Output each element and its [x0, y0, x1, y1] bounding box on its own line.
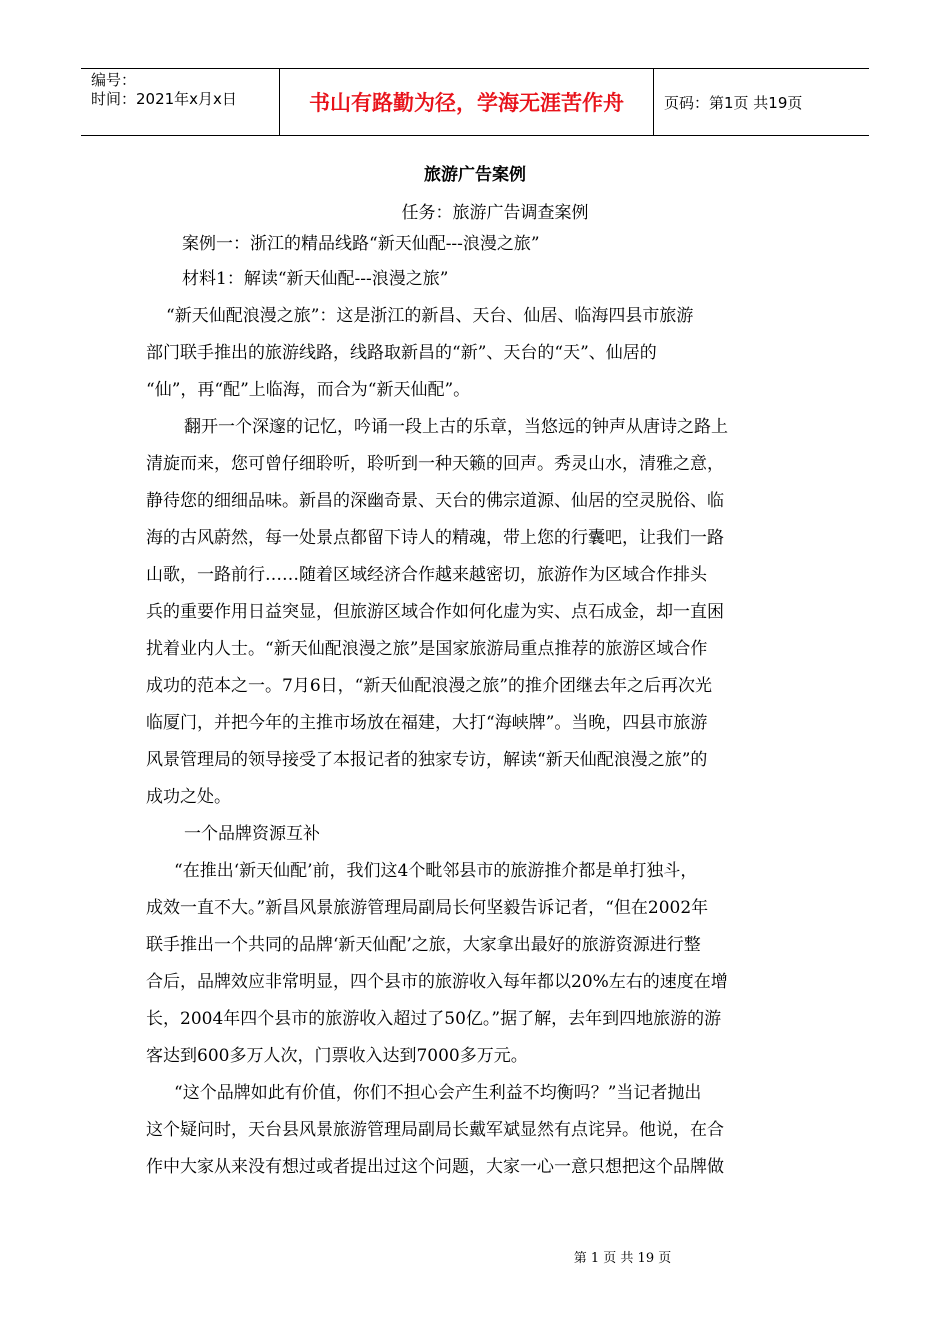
- paragraph-line: 作中大家从来没有想过或者提出过这个问题，大家一心一意只想把这个品牌做: [146, 1157, 724, 1177]
- header-meta-cell: [81, 69, 280, 135]
- paragraph-line: 风景管理局的领导接受了本报记者的独家专访，解读“新天仙配浪漫之旅”的: [146, 750, 708, 770]
- document-number-label: 编号：: [91, 71, 137, 89]
- header-table: [81, 68, 869, 136]
- paragraph-line: 清旋而来，您可曾仔细聆听，聆听到一种天籁的回声。秀灵山水，清雅之意，: [146, 454, 724, 474]
- document-title: 旅游广告案例: [424, 165, 526, 185]
- paragraph-line: 合后，品牌效应非常明显，四个县市的旅游收入每年都以20%左右的速度在增: [146, 972, 728, 992]
- header-page-info: 页码：第1页 共19页: [664, 93, 803, 112]
- paragraph-line: 长，2004年四个县市的旅游收入超过了50亿。”据了解，去年到四地旅游的游: [146, 1009, 722, 1029]
- paragraph-line: 山歌，一路前行……随着区域经济合作越来越密切，旅游作为区域合作排头: [146, 565, 707, 585]
- document-date: 时间：2021年x月x日: [91, 90, 237, 108]
- paragraph-line: 部门联手推出的旅游线路，线路取新昌的“新”、天台的“天”、仙居的: [146, 343, 657, 363]
- paragraph-line: 客达到600多万人次，门票收入达到7000多万元。: [146, 1046, 528, 1066]
- paragraph-line: 成效一直不大。”新昌风景旅游管理局副局长何坚毅告诉记者，“但在2002年: [146, 898, 709, 918]
- paragraph-line: 临厦门，并把今年的主推市场放在福建，大打“海峡牌”。当晚，四县市旅游: [146, 713, 708, 733]
- paragraph-line: 联手推出一个共同的品牌‘新天仙配’之旅，大家拿出最好的旅游资源进行整: [146, 935, 701, 955]
- paragraph-line: 翻开一个深邃的记忆，吟诵一段上古的乐章，当悠远的钟声从唐诗之路上: [184, 417, 728, 437]
- page-footer: 第 1 页 共 19 页: [573, 1251, 672, 1266]
- paragraph-line: 成功的范本之一。7月6日，“新天仙配浪漫之旅”的推介团继去年之后再次光: [146, 676, 713, 696]
- paragraph-line: “这个品牌如此有价值，你们不担心会产生利益不均衡吗？”当记者抛出: [174, 1083, 702, 1103]
- paragraph-line: 兵的重要作用日益突显，但旅游区域合作如何化虚为实、点石成金，却一直困: [146, 602, 724, 622]
- paragraph-line: 扰着业内人士。“新天仙配浪漫之旅”是国家旅游局重点推荐的旅游区域合作: [146, 639, 708, 659]
- paragraph-line: “新天仙配浪漫之旅”：这是浙江的新昌、天台、仙居、临海四县市旅游: [166, 306, 694, 326]
- section-heading: 一个品牌资源互补: [184, 824, 320, 844]
- paragraph-line: “在推出‘新天仙配’前，我们这4个毗邻县市的旅游推介都是单打独斗，: [174, 861, 698, 881]
- material-heading: 材料1：解读“新天仙配---浪漫之旅”: [182, 269, 449, 289]
- paragraph-line: 这个疑问时，天台县风景旅游管理局副局长戴军斌显然有点诧异。他说，在合: [146, 1120, 724, 1140]
- document-subtitle: 任务：旅游广告调查案例: [401, 203, 589, 223]
- paragraph-line: 海的古风蔚然，每一处景点都留下诗人的精魂，带上您的行囊吧，让我们一路: [146, 528, 724, 548]
- case-heading: 案例一：浙江的精品线路“新天仙配---浪漫之旅”: [182, 234, 540, 254]
- paragraph-line: “仙”，再“配”上临海，而合为“新天仙配”。: [146, 380, 471, 400]
- paragraph-line: 静待您的细细品味。新昌的深幽奇景、天台的佛宗道源、仙居的空灵脱俗、临: [146, 491, 724, 511]
- header-motto: 书山有路勤为径，学海无涯苦作舟: [280, 69, 654, 135]
- paragraph-line: 成功之处。: [146, 787, 231, 807]
